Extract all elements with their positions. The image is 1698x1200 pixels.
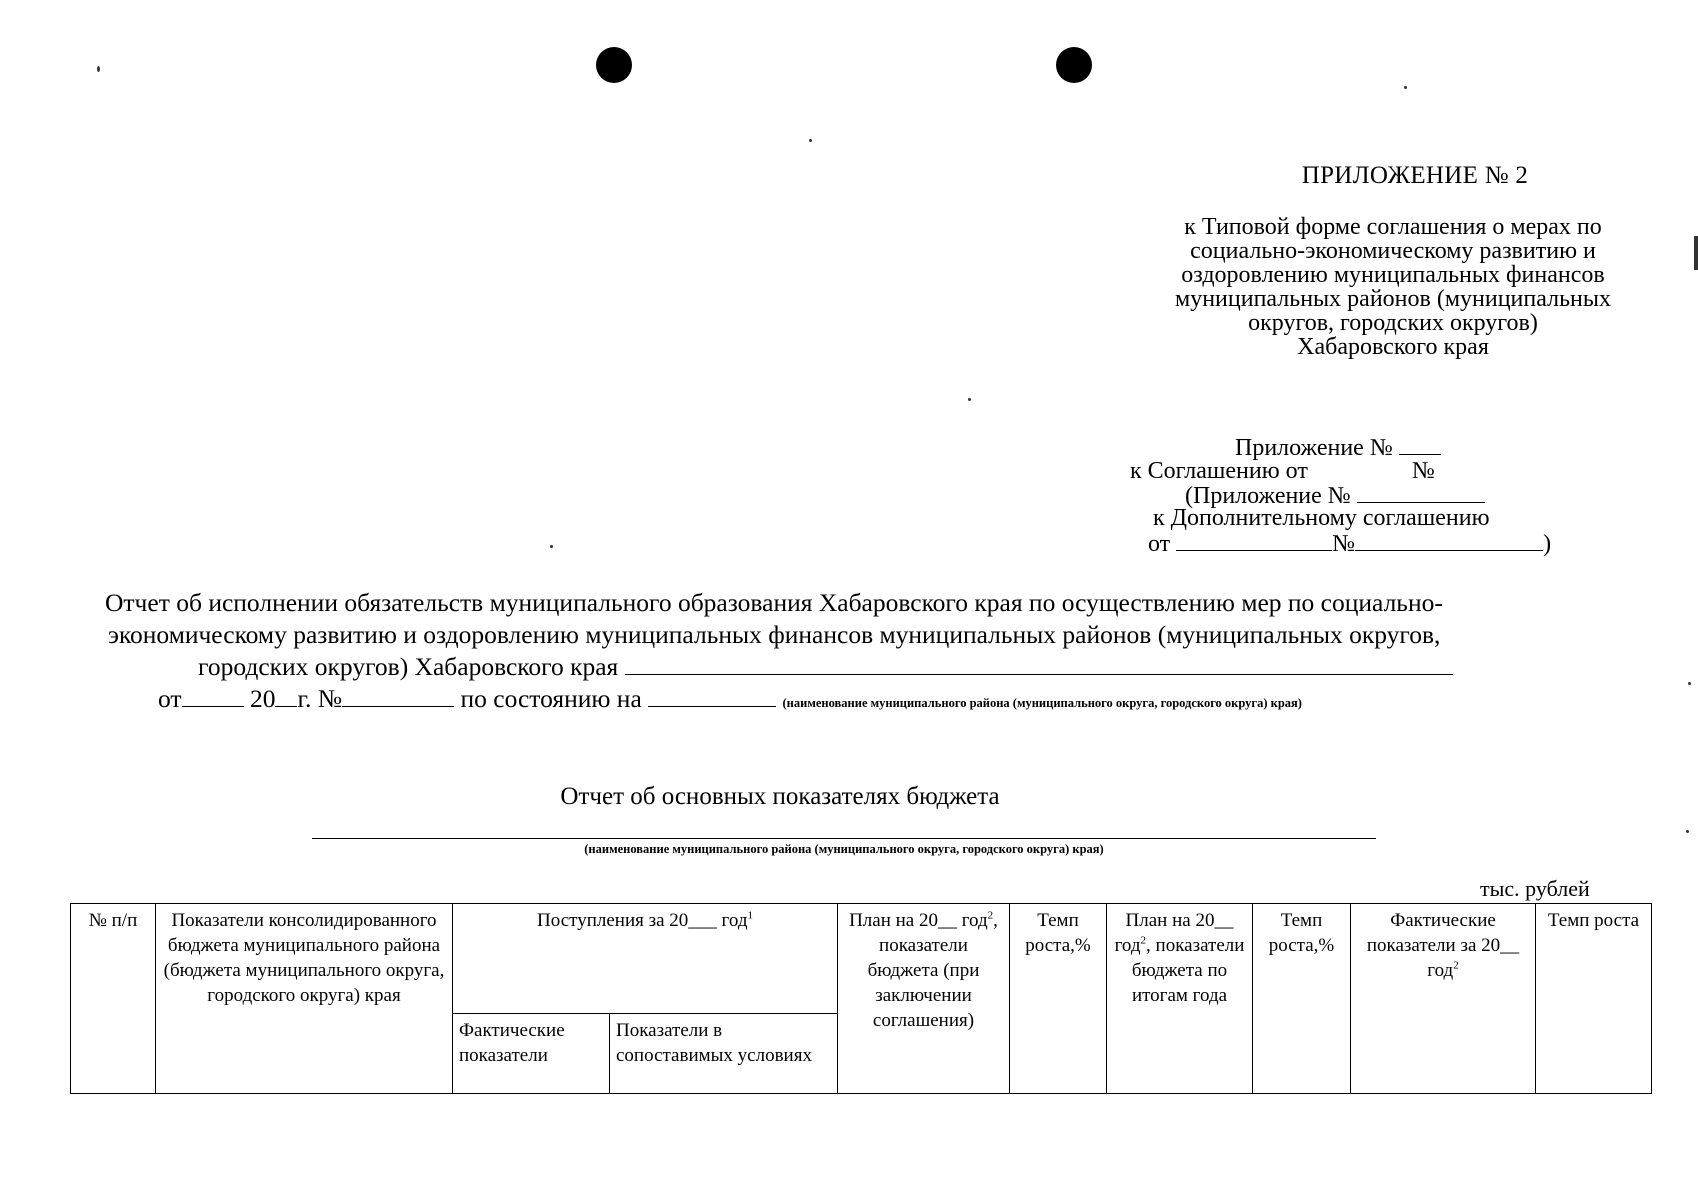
report-as-of-label: по состоянию на bbox=[460, 684, 642, 713]
agreement-date-label: к Соглашению от bbox=[1130, 458, 1308, 484]
header-receipts: Поступления за 20___ год$^1$ bbox=[453, 904, 838, 1014]
header-growth-rate-1: Темп роста,% bbox=[1010, 904, 1107, 1094]
report-number-blank bbox=[342, 686, 454, 707]
report-title-line: Отчет об исполнении обязательств муниципального образования Хабаровского края по осуществлению мер по социально- bbox=[105, 588, 1443, 617]
scan-speck bbox=[550, 545, 553, 548]
report-title-line: городских округов) Хабаровского края bbox=[198, 652, 619, 681]
scan-speck bbox=[809, 139, 812, 142]
supplementary-agreement-label: к Дополнительному соглашению bbox=[1153, 505, 1490, 531]
report-date-label: от bbox=[158, 684, 182, 713]
scan-speck bbox=[1404, 86, 1407, 89]
scan-speck bbox=[1686, 830, 1689, 833]
appendix-subtitle bbox=[1128, 215, 1658, 359]
report-title bbox=[70, 587, 1630, 719]
agreement-appendix-number-blank bbox=[1399, 434, 1441, 455]
scan-speck bbox=[968, 398, 971, 401]
supplementary-number-blank bbox=[1355, 530, 1543, 551]
supplementary-number-label: № bbox=[1332, 531, 1356, 557]
section-title: Отчет об основных показателях бюджета bbox=[560, 783, 1000, 810]
report-year-blank bbox=[275, 686, 297, 707]
punch-hole-right bbox=[1056, 47, 1092, 83]
supplementary-date-label: от bbox=[1148, 531, 1171, 557]
report-title-line: экономическому развитию и оздоровлению муниципальных финансов муниципальных районов (муниципальных округов, bbox=[108, 620, 1441, 649]
header-growth-rate-3: Темп роста bbox=[1536, 904, 1652, 1094]
appendix-title: ПРИЛОЖЕНИЕ № 2 bbox=[1301, 162, 1529, 189]
scan-speck bbox=[97, 66, 100, 72]
header-actual-indicators: Фактические показатели за 20__ год$^2$ bbox=[1351, 904, 1536, 1094]
appendix-subtitle-line: к Типовой форме соглашения о мерах по bbox=[1184, 214, 1602, 240]
agreement-appendix-block bbox=[1130, 434, 1590, 557]
scan-speck bbox=[1694, 236, 1698, 270]
punch-hole-left bbox=[596, 47, 632, 83]
header-receipts-actual: Фактические показатели bbox=[453, 1014, 610, 1094]
header-plan-agreement: План на 20__ год$^2$, показатели бюджета (при заключении соглашения) bbox=[838, 904, 1010, 1094]
report-as-of-blank bbox=[648, 686, 776, 707]
supplementary-appendix-number-blank bbox=[1357, 482, 1485, 503]
appendix-subtitle-line: оздоровлению муниципальных финансов bbox=[1181, 262, 1605, 288]
header-plan-year-end: План на 20__ год$^2$, показатели бюджета по итогам года bbox=[1107, 904, 1253, 1094]
header-indicators: Показатели консолидированного бюджета муниципального района (бюджета муниципального округа, городского округа) края bbox=[156, 904, 453, 1094]
municipality-name-blank bbox=[625, 654, 1453, 675]
section-name-hint: (наименование муниципального района (муниципального округа, городского округа) края) bbox=[584, 842, 1104, 856]
header-growth-rate-2: Темп роста,% bbox=[1253, 904, 1351, 1094]
municipality-name-hint: (наименование муниципального района (муниципального округа, городского округа) края) bbox=[782, 696, 1302, 710]
appendix-subtitle-line: социально-экономическому развитию и bbox=[1190, 238, 1596, 264]
appendix-subtitle-line: округов, городских округов) bbox=[1248, 310, 1538, 336]
agreement-appendix-label: Приложение № bbox=[1235, 435, 1393, 461]
report-day-blank bbox=[182, 686, 244, 707]
report-number-label: г. № bbox=[297, 684, 343, 713]
report-year-label: 20 bbox=[249, 684, 276, 713]
appendix-subtitle-line: муниципальных районов (муниципальных bbox=[1175, 286, 1611, 312]
supplementary-appendix-label: (Приложение № bbox=[1185, 483, 1351, 509]
header-number: № п/п bbox=[71, 904, 156, 1094]
units-label: тыс. рублей bbox=[1480, 876, 1590, 901]
agreement-number-label: № bbox=[1411, 458, 1435, 484]
appendix-subtitle-line: Хабаровского края bbox=[1297, 334, 1489, 360]
header-receipts-comparable: Показатели в сопоставимых условиях bbox=[610, 1014, 838, 1094]
supplementary-date-blank bbox=[1176, 530, 1332, 551]
section-name-line bbox=[312, 838, 1376, 839]
agreement-date-blank bbox=[1314, 458, 1406, 478]
supplementary-close-paren: ) bbox=[1543, 531, 1552, 557]
budget-indicators-table bbox=[70, 903, 1652, 1094]
